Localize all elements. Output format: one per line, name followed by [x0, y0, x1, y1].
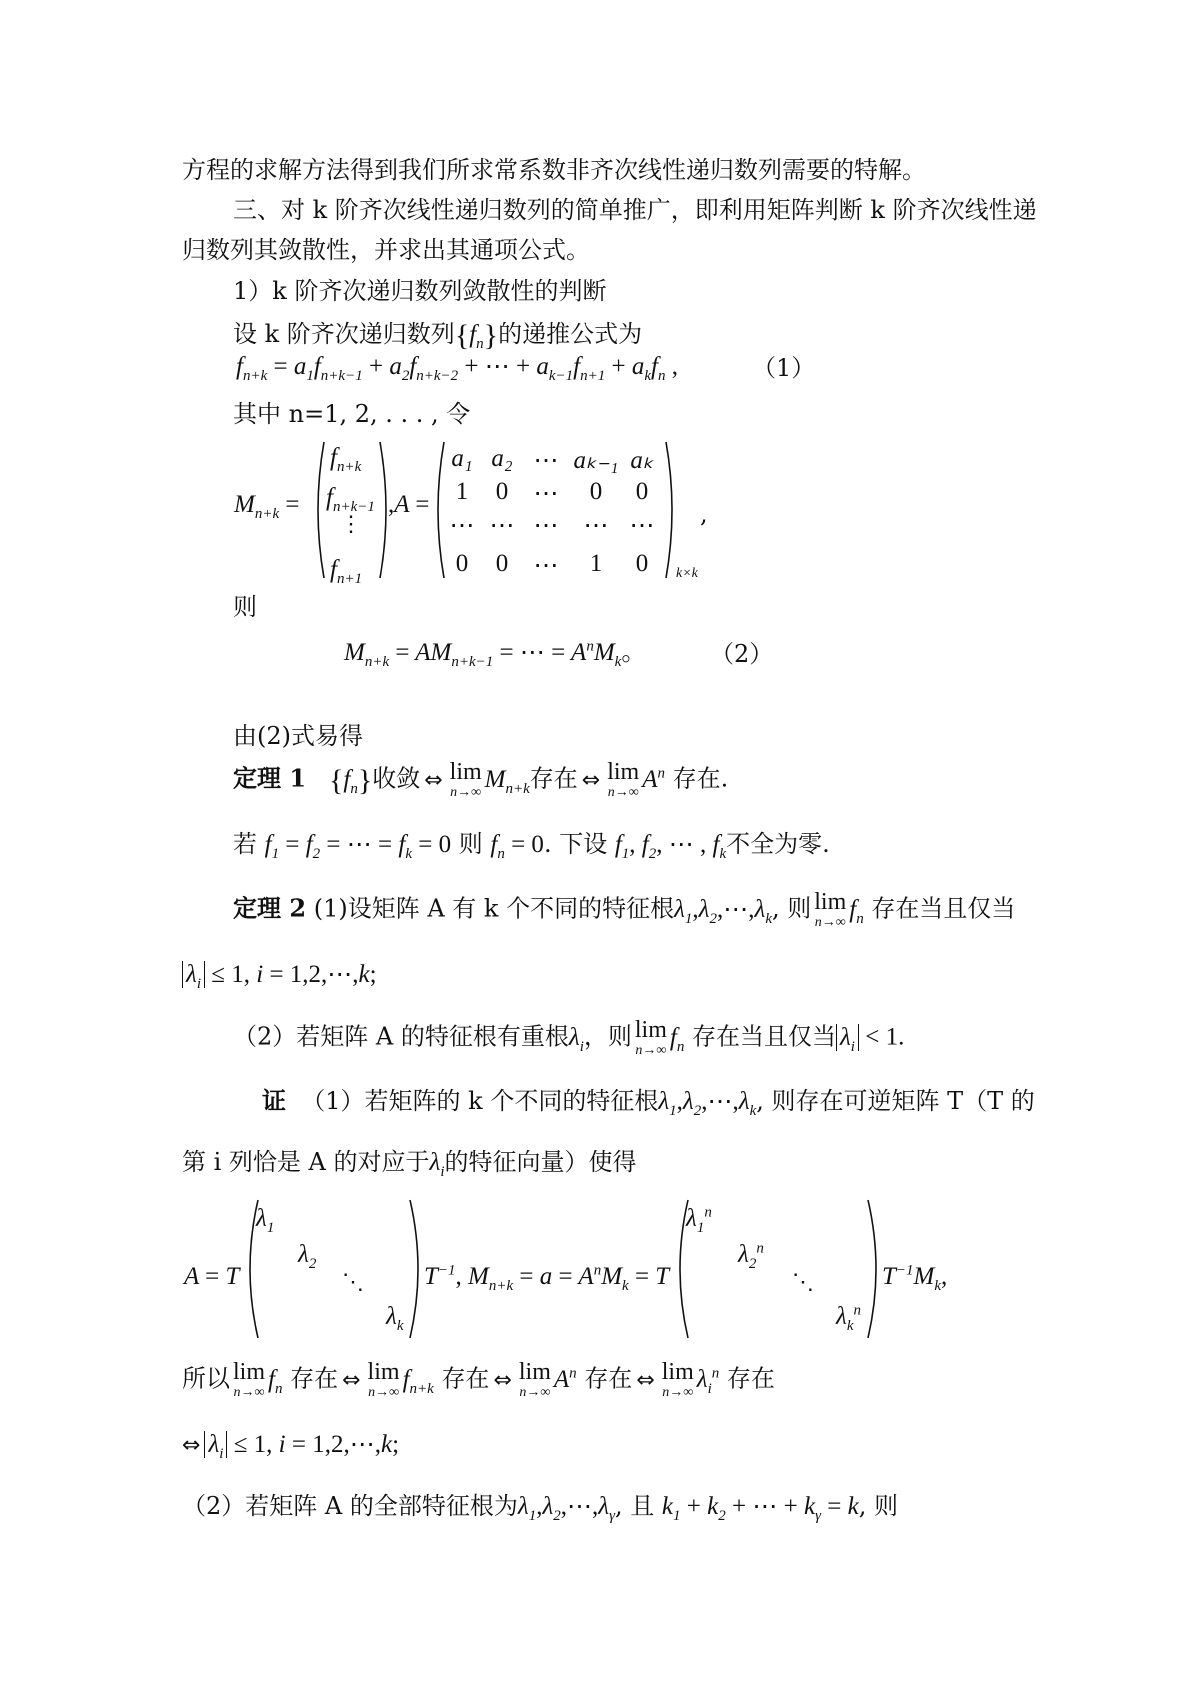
text-run: , 则 [772, 894, 812, 923]
text-run: 的递推公式为 [498, 320, 643, 348]
matrix-cell: 0 [635, 550, 649, 577]
diag-dots: ⋱ [792, 1270, 814, 1295]
section-heading: 1）k 阶齐次递归数列敛散性的判断 [233, 277, 607, 305]
text-run: , 则 [858, 1492, 898, 1520]
paragraph-line [233, 1018, 904, 1058]
paragraph-line: 方程的求解方法得到我们所求常系数非齐次线性递归数列需要的特解。 [182, 156, 926, 184]
matrix-cell: ⋯ [533, 512, 559, 539]
text-run: （1）若矩阵的 k 个不同的特征根 [301, 1087, 659, 1115]
math-expr: A = T [184, 1263, 240, 1290]
math-expr: $\lambda_1,\lambda_2,\cdots,\lambda_k$ [674, 895, 772, 927]
diag-entry: $\lambda_2$ [298, 1241, 317, 1272]
text-run: 则 [458, 830, 483, 858]
limit: lim n→∞ [449, 759, 482, 800]
math-expr: $A^n$ [642, 765, 666, 793]
text-run: , 则存在可逆矩阵 T（T 的 [756, 1087, 1035, 1115]
math-expr: $\lambda_i < 1$. [836, 1024, 904, 1051]
text-run: 存在. [672, 764, 729, 793]
limit: lim n→∞ [814, 889, 847, 930]
paragraph-line: 其中 n=1, 2, . . . , 令 [233, 400, 471, 428]
limit: lim n→∞ [233, 1359, 266, 1400]
paragraph-line [233, 830, 830, 860]
matrix-cell: 0 [589, 478, 603, 505]
paragraph-line [182, 1492, 898, 1522]
iff-symbol: ⇔ [342, 1367, 361, 1393]
math-expr: $f_1$, $f_2$, ⋯ , $f_k$ [614, 831, 727, 862]
paragraph-line: 由(2)式易得 [233, 722, 363, 750]
math-expr: $M_{n+k}$ [484, 765, 530, 797]
paragraph-line: 三、对 k 阶齐次线性递归数列的简单推广，即利用矩阵判断 k 阶齐次线性递 [233, 196, 1037, 224]
proof-line [262, 1087, 1035, 1117]
diag-entry: $\lambda_2^n$ [738, 1240, 764, 1272]
text-run: （2）若矩阵 A 的特征根有重根 [233, 1022, 569, 1051]
matrix-cell: ⋯ [533, 552, 559, 579]
limit: lim n→∞ [367, 1359, 400, 1400]
matrix-cell: 0 [455, 550, 469, 577]
text-run: 设 k 阶齐次递归数列 [233, 320, 455, 348]
matrix-cell: ⋯ [583, 512, 609, 539]
text-run: 存在 [584, 1364, 633, 1393]
matrix-cell: aₖ [630, 447, 654, 474]
math-expr: $f_n$ [849, 895, 864, 927]
iff-symbol: ⇔ [182, 1433, 201, 1458]
math-expr: $A^n$ [553, 1365, 577, 1393]
text-run: 的特征向量）使得 [444, 1148, 637, 1176]
iff-symbol: ⇔ [581, 767, 601, 793]
text-run: (1)设矩阵 A 有 k 个不同的特征根 [313, 894, 675, 923]
math-expr: $f_n = 0$ [490, 831, 544, 862]
condition-line: ⇔ $\lambda_i \le 1$, i = 1,2,⋯,k; [182, 1431, 400, 1462]
iff-symbol: ⇔ [424, 767, 443, 793]
condition-line: $\lambda_i \le 1$, i = 1,2,⋯,k; [182, 960, 377, 990]
iff-symbol: ⇔ [636, 1367, 655, 1393]
punctuation: , [700, 500, 708, 528]
math-expr: $k_1 + k_2$ + ⋯ + $k_\gamma = k$ [661, 1493, 859, 1524]
matrix-cell: a₁ [451, 445, 473, 472]
math-expr: $\lambda_i$ [568, 1023, 584, 1055]
diag-entry: $\lambda_k$ [386, 1303, 404, 1334]
math-sequence: $\{f_n\}$ [454, 319, 499, 352]
matrix-cell: 1 [589, 550, 603, 577]
math-sequence: $\{f_n\}$ [328, 763, 373, 797]
math-expr: $f_1 = f_2$ = ⋯ = $f_k = 0$ [264, 831, 452, 862]
vector-entry: $f_{n+1}$ [330, 556, 363, 587]
math-expr: $\lambda_i^n$ [696, 1365, 720, 1397]
paragraph-line: 归数列其敛散性，并求出其通项公式。 [182, 236, 590, 264]
equation-number: （2） [710, 640, 774, 668]
limit: lim n→∞ [661, 1359, 694, 1400]
diag-entry: $\lambda_1$ [256, 1205, 275, 1236]
diag-dots: ⋱ [342, 1270, 364, 1295]
theorem-2 [233, 890, 1015, 930]
math-expr: $T^{-1}$, $M_{n+k} = a = A^nM_k = T$ [424, 1262, 670, 1294]
text-run: ，则 [583, 1022, 632, 1051]
matrix-cell: 1 [455, 478, 469, 505]
equation-recurrence: $f_{n+k} = a_1f_{n+k-1} + a_2f_{n+k-2}$ + ⋯ + $a_{k-1}f_{n+1} + a_kf_n$ , [236, 353, 678, 384]
text-run: 存在 [726, 1364, 775, 1393]
text-run: （2）若矩阵 A 的全部特征根为 [182, 1492, 518, 1520]
matrix-M-label: $M_{n+k}$ = [234, 491, 300, 522]
text-run: 存在 [441, 1364, 490, 1393]
matrix-cell: ⋯ [489, 512, 515, 539]
right-paren [660, 440, 680, 580]
text-run: 存在 [290, 1364, 339, 1393]
diag-entry: $\lambda_1^n$ [686, 1204, 712, 1236]
proof-label: 证 [262, 1086, 286, 1115]
matrix-cell: 0 [495, 550, 509, 577]
paragraph-line [233, 318, 642, 354]
math-expr: $\lambda_1,\lambda_2,\cdots,\lambda_k$ [658, 1088, 757, 1119]
equation-number: （1） [752, 354, 816, 382]
matrix-cell: a₂ [491, 445, 513, 472]
vector-entry: $f_{n+k}$ [330, 444, 362, 475]
text-run: 第 i 列恰是 A 的对应于 [182, 1148, 430, 1176]
theorem-label: 定理 1 [233, 763, 307, 793]
limit: lim n→∞ [607, 759, 640, 800]
text-run: 不全为零. [726, 830, 830, 858]
limit: lim n→∞ [518, 1359, 551, 1400]
equation-matrix-power: $M_{n+k} = AM_{n+k-1}$ = ⋯ = $A^nM_k$。 [344, 638, 647, 670]
vector-vdots: ⋮ [340, 512, 362, 537]
math-expr: $\lambda_1,\lambda_2,\cdots,\lambda_\gamma$ [517, 1493, 616, 1524]
matrix-cell: ⋯ [533, 480, 559, 507]
paragraph-line [182, 1148, 637, 1178]
text-run: , 且 [615, 1492, 655, 1520]
matrix-cell: 0 [635, 478, 649, 505]
math-expr: $f_n$ [669, 1023, 685, 1055]
math-expr: $f_{n+k}$ [402, 1365, 434, 1397]
text-run: . 下设 [543, 830, 608, 858]
matrix-cell: 0 [495, 478, 509, 505]
theorem-1 [233, 760, 728, 800]
math-expr: $f_n$ [268, 1365, 283, 1397]
matrix-cell: ⋯ [629, 512, 655, 539]
matrix-size-subscript: k×k [676, 566, 698, 581]
text-run: 若 [233, 830, 257, 858]
iff-symbol: ⇔ [493, 1367, 512, 1393]
math-expr: $\lambda_i$ [429, 1149, 445, 1180]
text-run: 存在当且仅当 [691, 1022, 836, 1051]
limit: lim n→∞ [634, 1017, 667, 1058]
matrix-cell: ⋯ [449, 512, 475, 539]
text-run: 存在 [529, 764, 578, 793]
theorem-label: 定理 2 [233, 893, 307, 923]
matrix-cell: aₖ₋₁ [573, 447, 619, 474]
paragraph-line: 则 [233, 593, 257, 621]
vector-entry: $f_{n+k-1}$ [326, 484, 375, 515]
math-expr: $T^{-1}M_k$, [882, 1262, 948, 1294]
matrix-cell: ⋯ [533, 447, 559, 474]
text-run: 存在当且仅当 [871, 894, 1016, 923]
matrix-A-label: ,A = [388, 491, 430, 518]
text-run: 所以 [182, 1364, 230, 1393]
text-run: 收敛 [372, 764, 421, 793]
diag-entry: $\lambda_k^n$ [836, 1302, 861, 1334]
paragraph-line [182, 1360, 775, 1400]
